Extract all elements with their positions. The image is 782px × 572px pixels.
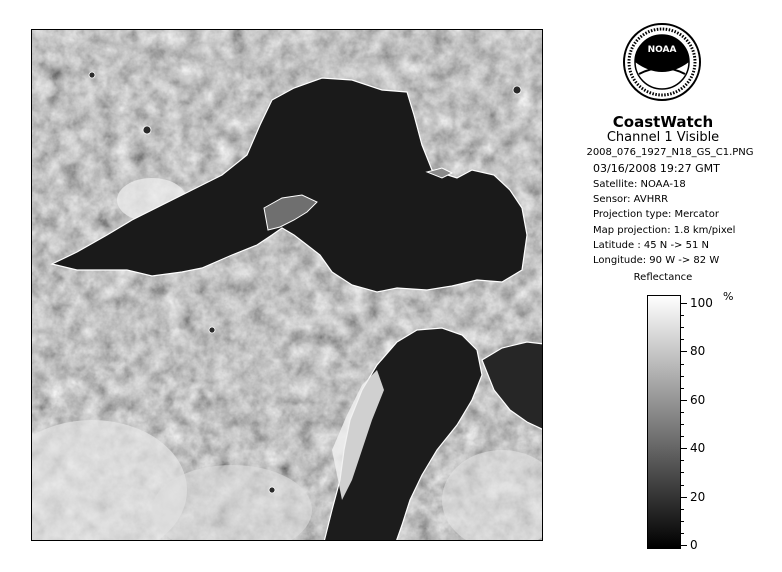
image-metadata	[593, 177, 735, 268]
colorbar-tick-label: 0	[690, 538, 698, 552]
colorbar-minor-tick	[681, 460, 684, 461]
colorbar-tick-label: 20	[690, 489, 706, 504]
svg-text:NOAA: NOAA	[647, 45, 677, 55]
colorbar-minor-tick	[681, 521, 684, 522]
colorbar-tick	[681, 448, 687, 449]
colorbar-unit: %	[723, 290, 734, 303]
colorbar-tick	[681, 545, 687, 546]
colorbar-minor-tick	[681, 485, 684, 486]
small-lake	[209, 327, 215, 333]
colorbar-tick	[681, 400, 687, 401]
colorbar-tick	[681, 303, 687, 304]
colorbar-minor-tick	[681, 388, 684, 389]
small-lake	[513, 86, 521, 94]
colorbar-minor-tick	[681, 364, 684, 365]
acquisition-datetime: 03/16/2008 19:27 GMT	[593, 162, 720, 175]
colorbar-minor-tick	[681, 412, 684, 413]
colorbar-tick-label: 80	[690, 344, 706, 359]
sensor-text: Sensor: AVHRR	[593, 194, 669, 206]
noaa-seal-icon	[622, 22, 702, 102]
satellite-image	[31, 29, 543, 541]
satellite-map	[32, 30, 543, 541]
colorbar-tick-label: 100	[690, 296, 713, 310]
longitude-text: Longitude: 90 W -> 82 W	[593, 255, 720, 267]
reflectance-colorbar	[647, 295, 681, 549]
file-name: 2008_076_1927_N18_GS_C1.PNG	[586, 147, 754, 158]
satellite-text: Satellite: NOAA-18	[593, 179, 686, 190]
colorbar-minor-tick	[681, 327, 684, 328]
colorbar-minor-tick	[681, 533, 684, 534]
projection-type-text: Projection type: Mercator	[593, 209, 719, 221]
colorbar-tick-label: 60	[690, 392, 706, 407]
channel-label: Channel 1 Visible	[606, 130, 720, 145]
colorbar-minor-tick	[681, 509, 684, 510]
small-lake	[89, 72, 95, 78]
app-title: CoastWatch	[612, 113, 714, 131]
map-projection-text: Map projection: 1.8 km/pixel	[593, 224, 736, 236]
colorbar-title: Reflectance	[633, 272, 693, 283]
noaa-logo	[622, 22, 702, 106]
colorbar-minor-tick	[681, 424, 684, 425]
colorbar-minor-tick	[681, 339, 684, 340]
colorbar-minor-tick	[681, 472, 684, 473]
latitude-text: Latitude : 45 N -> 51 N	[593, 239, 709, 251]
colorbar-minor-tick	[681, 436, 684, 437]
small-lake	[269, 487, 275, 493]
colorbar-tick-label: 40	[690, 441, 706, 456]
colorbar-minor-tick	[681, 315, 684, 316]
colorbar-minor-tick	[681, 376, 684, 377]
small-lake	[143, 126, 151, 134]
colorbar-tick	[681, 497, 687, 498]
colorbar-tick	[681, 351, 687, 352]
